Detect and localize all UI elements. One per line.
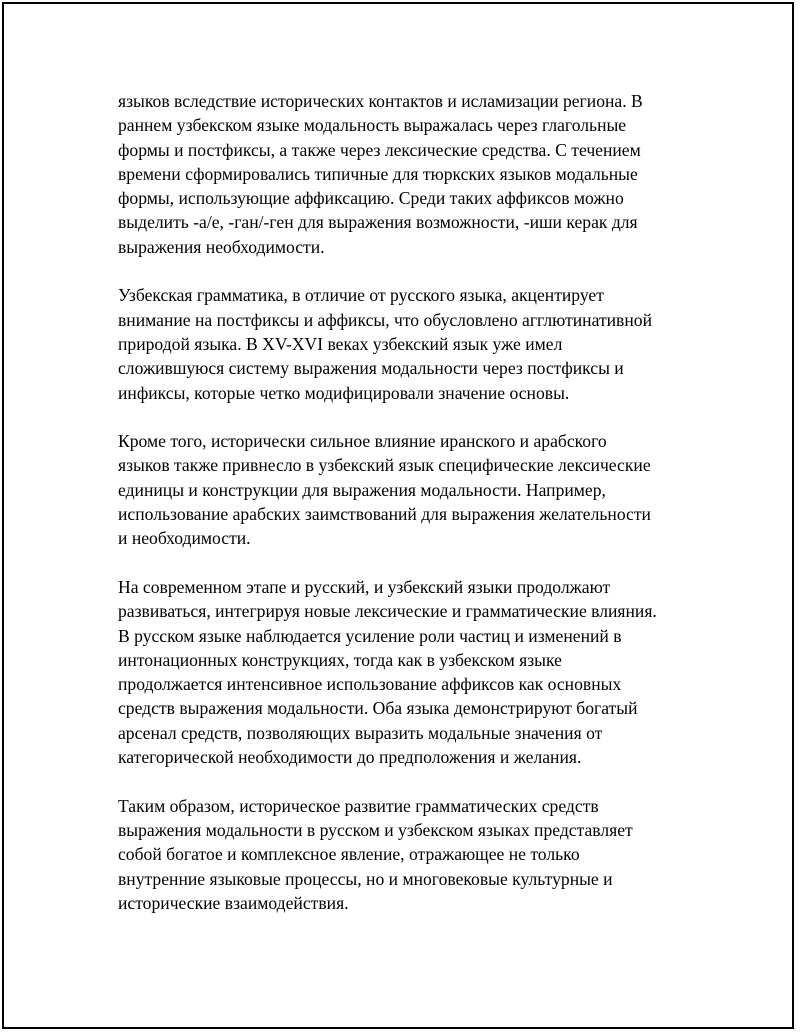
- paragraph: [118, 794, 688, 915]
- text-line: продолжается интенсивное использование аффиксов как основных: [118, 674, 622, 695]
- text-line: и необходимости.: [118, 528, 251, 549]
- text-line: выражения необходимости.: [118, 236, 325, 257]
- text-line: выделить -а/е, -ган/-ген для выражения возможности, -иши керак для: [118, 212, 638, 233]
- text-line: природой языка. В XV-XVI веках узбекский язык уже имел: [118, 333, 563, 354]
- paragraph: [118, 429, 688, 550]
- text-line: инфиксы, которые четко модифицировали значение основы.: [118, 382, 570, 403]
- text-line: внутренние языковые процессы, но и многовековые культурные и: [118, 868, 613, 889]
- text-line: раннем узбекском языке модальность выражалась через глагольные: [118, 115, 627, 136]
- text-line: собой богатое и комплексное явление, отражающее не только: [118, 844, 580, 865]
- text-line: формы и постфиксы, а также через лексические средства. С течением: [118, 139, 641, 160]
- text-line: В русском языке наблюдается усиление роли частиц и изменений в: [118, 625, 622, 646]
- paragraph: [118, 89, 688, 259]
- text-line: Таким образом, историческое развитие грамматических средств: [118, 795, 599, 816]
- text-line: развиваться, интегрируя новые лексические и грамматические влияния.: [118, 601, 657, 622]
- text-line: арсенал средств, позволяющих выразить модальные значения от: [118, 722, 603, 743]
- text-line: сложившуюся систему выражения модальности через постфиксы и: [118, 358, 624, 379]
- text-line: формы, использующие аффиксацию. Среди таких аффиксов можно: [118, 188, 624, 209]
- text-line: Кроме того, исторически сильное влияние иранского и арабского: [118, 431, 607, 452]
- text-line: использование арабских заимствований для выражения желательности: [118, 504, 651, 525]
- text-line: исторические взаимодействия.: [118, 892, 349, 913]
- document-body: [118, 89, 688, 939]
- text-line: интонационных конструкциях, тогда как в узбекском языке: [118, 649, 562, 670]
- text-line: внимание на постфиксы и аффиксы, что обусловлено агглютинативной: [118, 309, 652, 330]
- text-line: языков также привнесло в узбекский язык специфические лексические: [118, 455, 651, 476]
- text-line: единицы и конструкции для выражения модальности. Например,: [118, 479, 606, 500]
- paragraph: [118, 575, 688, 769]
- paragraph: [118, 283, 688, 404]
- text-line: выражения модальности в русском и узбекском языках представляет: [118, 819, 633, 840]
- text-line: средств выражения модальности. Оба языка демонстрируют богатый: [118, 698, 638, 719]
- text-line: Узбекская грамматика, в отличие от русского языка, акцентирует: [118, 285, 604, 306]
- text-line: категорической необходимости до предположения и желания.: [118, 747, 582, 768]
- text-line: времени сформировались типичные для тюркских языков модальные: [118, 163, 638, 184]
- text-line: На современном этапе и русский, и узбекский языки продолжают: [118, 576, 611, 597]
- text-line: языков вследствие исторических контактов и исламизации региона. В: [118, 91, 643, 111]
